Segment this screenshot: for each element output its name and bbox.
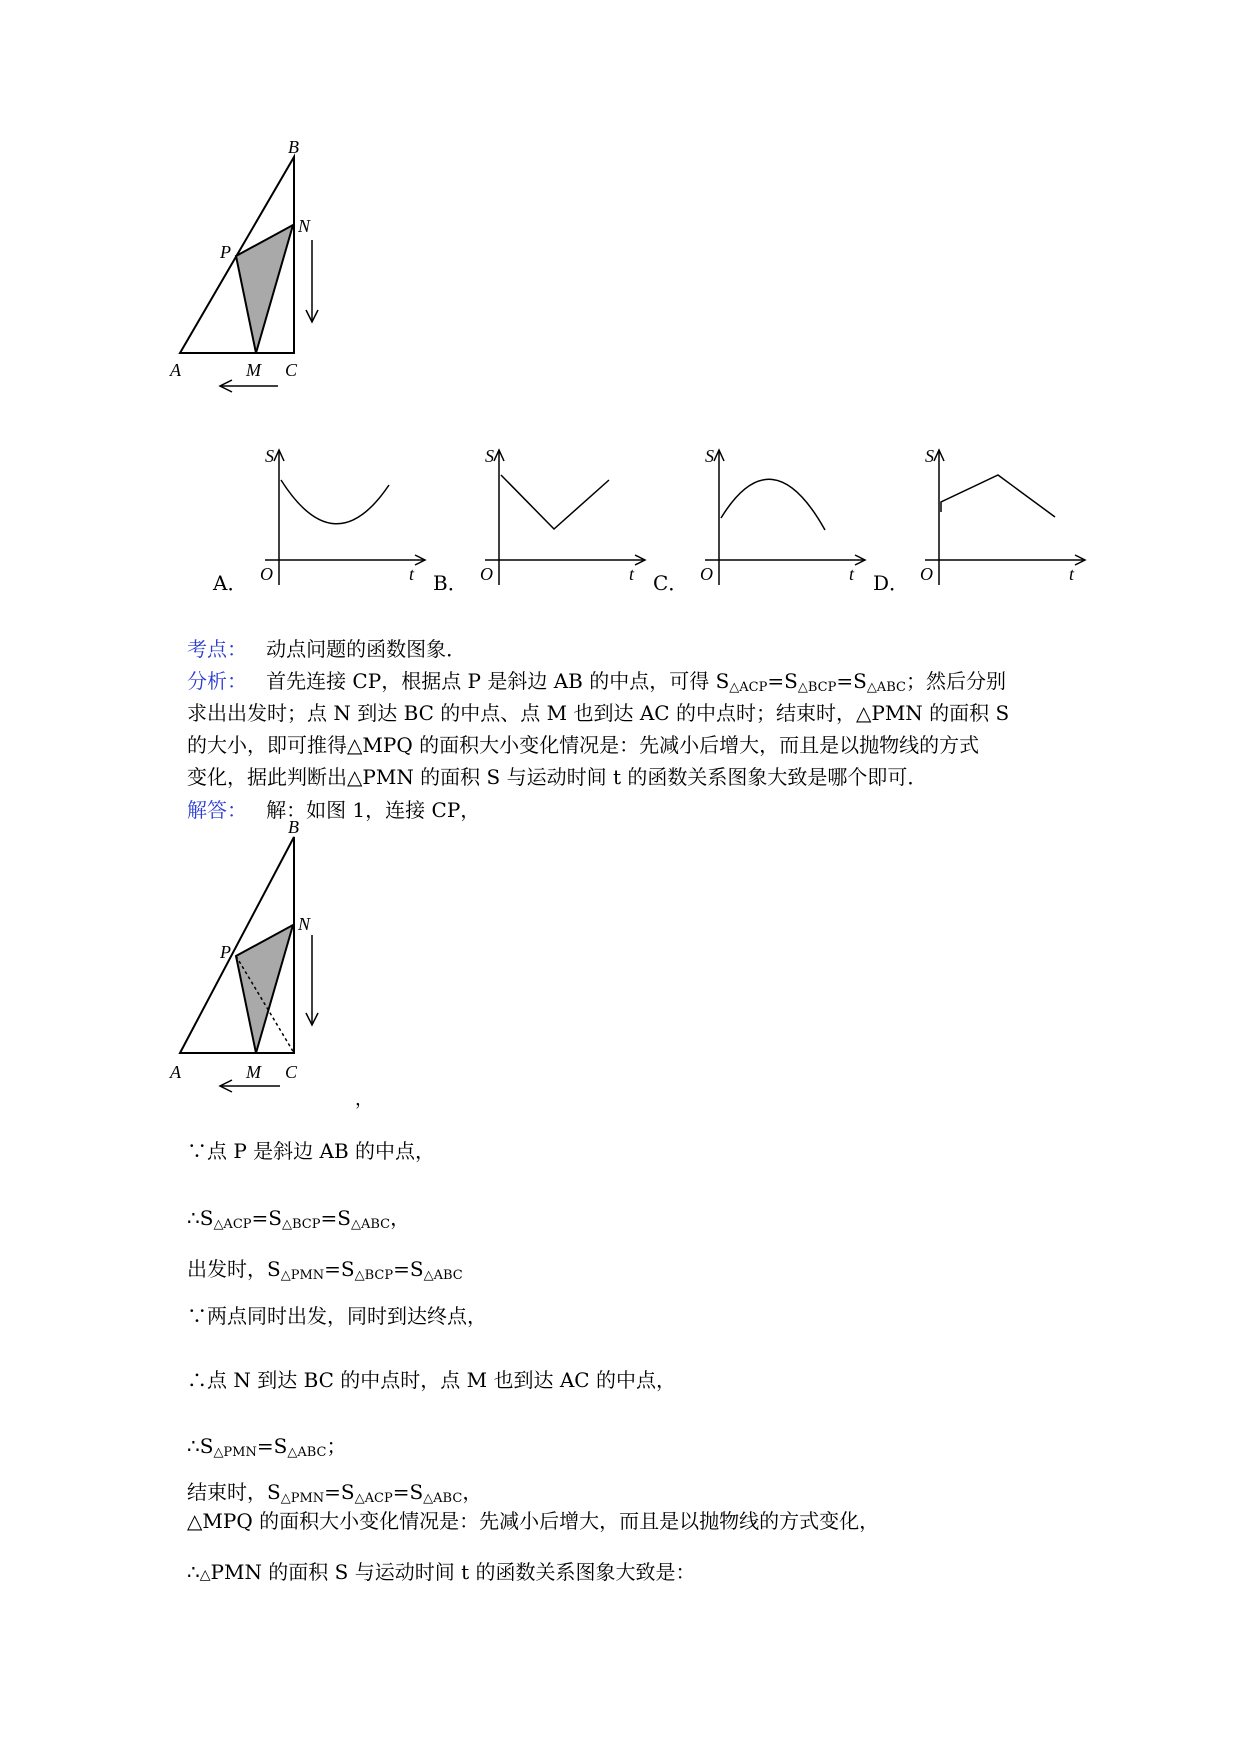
step-3: 出发时，$S_{\triangle PMN}=S_{\triangle BCP}=S_{\triangle ABC}$	[187, 1257, 463, 1283]
label-a: A	[170, 360, 181, 380]
step-4: ∵两点同时出发，同时到达终点，	[187, 1304, 487, 1328]
step-5: ∴点 N 到达 BC 的中点时，点 M 也到达 AC 的中点，	[187, 1368, 676, 1392]
option-d-label: D．	[873, 571, 910, 595]
step-7: 结束时，$S_{\triangle PMN}=S_{\triangle ACP}=S_{\triangle ABC}$，	[187, 1480, 483, 1506]
label-c: C	[285, 360, 298, 380]
step-2: $\therefore S_{\triangle ACP}=S_{\triangle BCP}=S_{\triangle ABC}$，	[187, 1206, 411, 1232]
option-a-graph	[255, 445, 435, 595]
kaodian-tag: 考点：	[187, 637, 247, 661]
label-p: P	[220, 942, 231, 962]
step-1: ∵点 P 是斜边 AB 的中点，	[187, 1139, 436, 1163]
label-n: N	[298, 914, 311, 934]
option-b-graph	[475, 445, 655, 595]
label-a: A	[170, 1062, 181, 1082]
option-b-label: B．	[433, 571, 468, 595]
triangle-figure-top	[170, 137, 360, 440]
axis-s-label: S	[265, 446, 274, 466]
fenxi-line-4: 变化，据此判断出△PMN 的面积 S 与运动时间 t 的函数关系图象大致是哪个即可．	[187, 765, 928, 789]
origin-label: O	[920, 564, 933, 584]
axis-s-label: S	[705, 446, 714, 466]
step-8: △MPQ 的面积大小变化情况是：先减小后增大，而且是以抛物线的方式变化，	[187, 1509, 880, 1533]
label-b: B	[288, 137, 299, 157]
option-d-graph	[915, 445, 1095, 595]
axis-t-label: t	[629, 564, 635, 584]
axis-s-label: S	[925, 446, 934, 466]
fenxi-line-3: 的大小，即可推得△MPQ 的面积大小变化情况是：先减小后增大，而且是以抛物线的方式	[187, 733, 980, 757]
label-p: P	[220, 242, 231, 262]
step-6: $\therefore S_{\triangle PMN}=S_{\triangle ABC}$；	[187, 1434, 347, 1460]
shaded-triangle-pmn	[236, 925, 293, 1053]
jieda-tag: 解答：	[187, 798, 247, 822]
label-n: N	[298, 216, 311, 236]
triangle-figure-bottom	[170, 817, 380, 1120]
figure-comma: ，	[355, 1089, 373, 1109]
axis-t-label: t	[409, 564, 415, 584]
step-9: ∴△PMN 的面积 S 与运动时间 t 的函数关系图象大致是：	[187, 1560, 696, 1584]
kaodian-text: 动点问题的函数图象．	[266, 637, 467, 661]
label-m: M	[246, 360, 261, 380]
fenxi-line-2: 求出出发时；点 N 到达 BC 的中点、点 M 也到达 AC 的中点时；结束时，△PMN 的面积 S	[187, 701, 1010, 725]
origin-label: O	[700, 564, 713, 584]
axis-s-label: S	[485, 446, 494, 466]
fenxi-line-1: 分析： 首先连接 CP，根据点 P 是斜边 AB 的中点，可得 $S_{\triangle ACP}=S_{\triangle BCP}=S_{\triangle ABC}$；然后分别	[187, 669, 1006, 695]
kaodian-line	[187, 633, 466, 665]
axis-t-label: t	[1069, 564, 1075, 584]
option-a-label: A．	[213, 571, 248, 595]
shaded-triangle-pmn	[236, 225, 293, 353]
label-b: B	[288, 817, 299, 837]
label-c: C	[285, 1062, 298, 1082]
label-m: M	[246, 1062, 261, 1082]
jieda-text: 解：如图 1，连接 CP，	[266, 798, 481, 822]
option-c-graph	[695, 445, 875, 595]
origin-label: O	[260, 564, 273, 584]
fenxi-tag: 分析：	[187, 669, 247, 693]
option-c-label: C．	[653, 571, 689, 595]
axis-t-label: t	[849, 564, 855, 584]
origin-label: O	[480, 564, 493, 584]
